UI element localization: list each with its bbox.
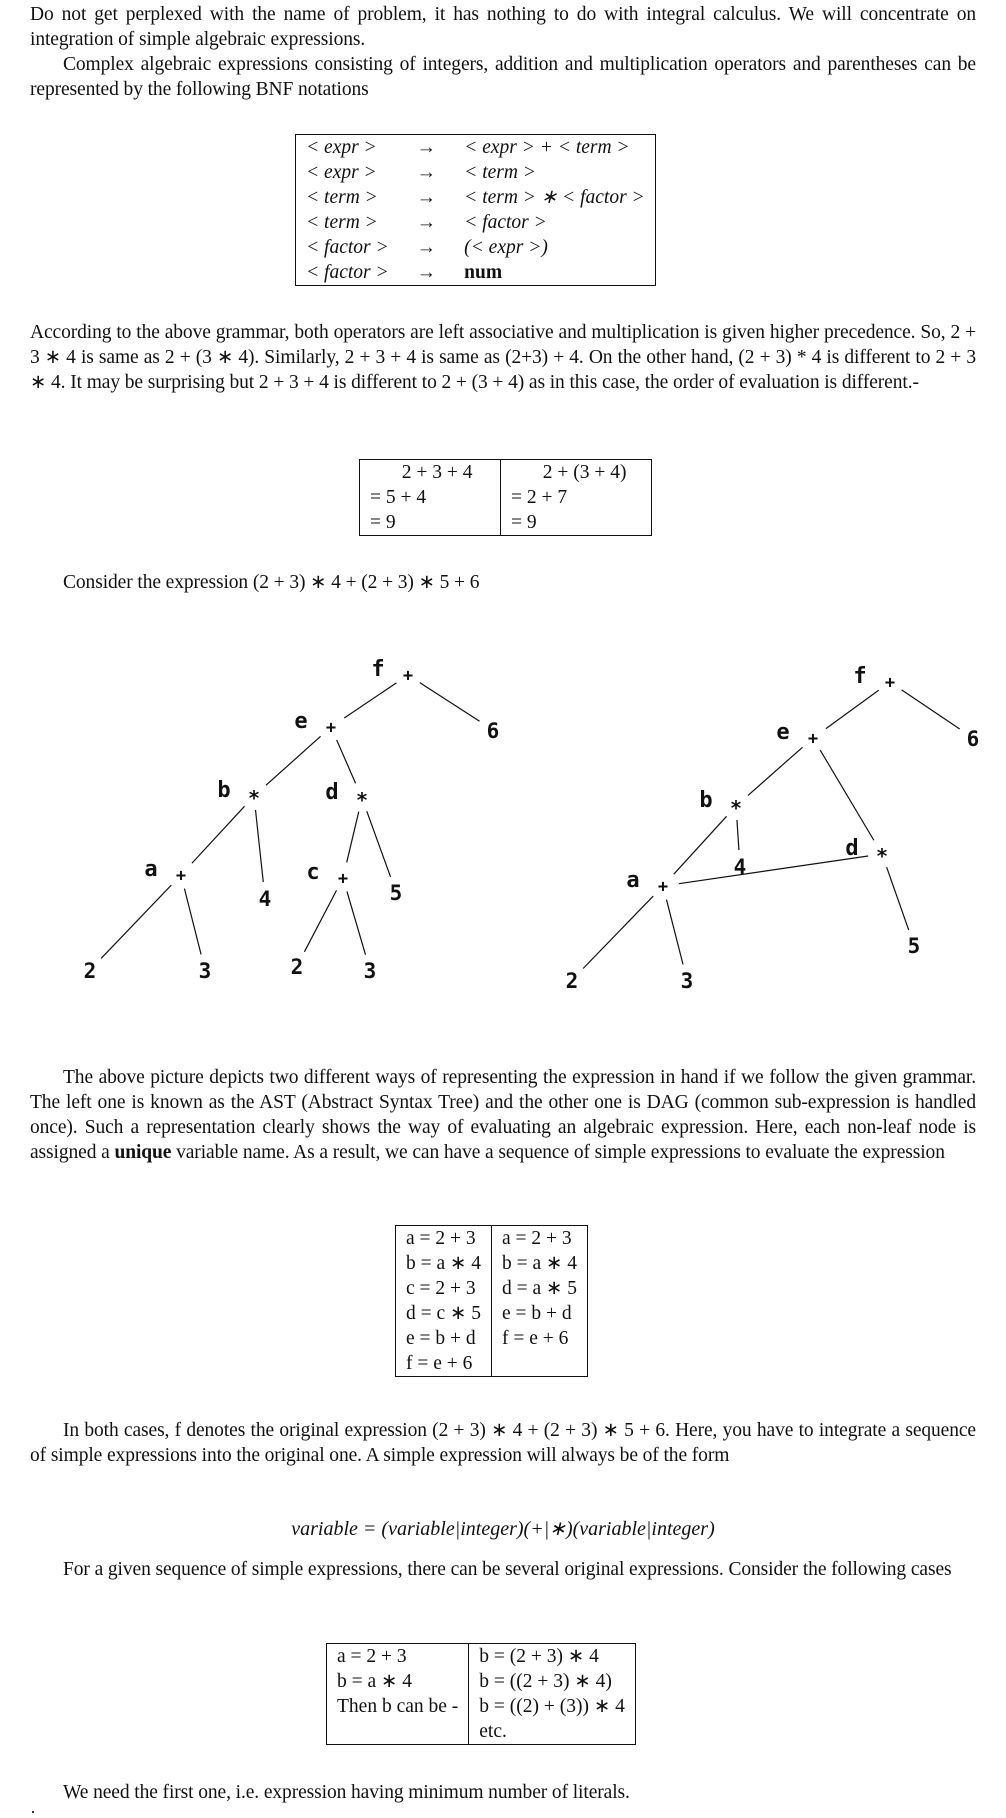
ast-node-label-f: f	[371, 657, 385, 682]
eval-left-column	[360, 460, 501, 536]
eval-right-column	[501, 460, 652, 536]
ast-tree	[84, 657, 500, 983]
both-cases-paragraph: In both cases, f denotes the original expression (2 + 3) ∗ 4 + (2 + 3) ∗ 5 + 6. Here, you have to integrate a sequence of simple expressions into the original one. A simple expression will always be of the form	[30, 1420, 976, 1466]
page-mark	[32, 1811, 34, 1813]
dag-leaf-n6: 6	[966, 727, 980, 751]
bnf-lhs: < expr >	[306, 137, 377, 158]
ast-node-label-d: d	[325, 780, 339, 805]
bnf-rule-row	[296, 160, 656, 185]
consider-expression-line: Consider the expression (2 + 3) ∗ 4 + (2 + 3) ∗ 5 + 6	[63, 572, 480, 593]
bnf-arrow: →	[416, 212, 437, 233]
ast-edge-f-e	[344, 683, 396, 718]
case-row-left	[327, 1719, 469, 1745]
ast-leaf-n4: 4	[258, 887, 272, 911]
ast-edge-e-d	[337, 740, 356, 784]
eval-right-line: = 2 + 7	[511, 487, 568, 508]
sequence-row-left: c = 2 + 3	[406, 1278, 476, 1299]
representation-paragraph	[30, 1065, 976, 1165]
ast-leaf-a3: 3	[198, 959, 212, 983]
case-row-right: b = ((2) + (3)) ∗ 4	[469, 1694, 636, 1719]
bnf-arrow: →	[416, 262, 437, 283]
dag-operator-d: *	[875, 844, 889, 868]
dag-leaf-a2: 2	[565, 969, 579, 993]
sequence-row-left: d = c ∗ 5	[406, 1303, 481, 1324]
eval-left-line: = 9	[370, 512, 396, 533]
conclusion-paragraph: We need the first one, i.e. expression having minimum number of literals.	[63, 1782, 630, 1803]
ast-edge-a-a2	[101, 885, 171, 958]
ast-edge-d-n5	[367, 811, 391, 877]
bnf-lhs: < expr >	[306, 162, 377, 183]
dag-node-label-e: e	[776, 720, 790, 745]
bnf-rhs: < term >	[464, 162, 536, 183]
eval-left-line: = 5 + 4	[370, 487, 427, 508]
case-row	[327, 1719, 636, 1745]
ast-leaf-n5: 5	[389, 881, 403, 905]
ast-edge-b-n4	[256, 810, 264, 882]
case-row-right: b = (2 + 3) ∗ 4	[469, 1644, 636, 1670]
sequence-row-left: b = a ∗ 4	[406, 1253, 481, 1274]
case-row	[327, 1669, 636, 1694]
dag-edge-d-n5	[887, 867, 909, 930]
sequence-row	[396, 1351, 588, 1377]
bnf-lhs: < factor >	[306, 262, 389, 283]
bnf-rhs: < term > ∗ < factor >	[464, 187, 645, 208]
case-row	[327, 1694, 636, 1719]
bnf-rhs: < expr > + < term >	[464, 137, 630, 158]
representation-text-1: The above picture depicts two different ways of representing the expression in hand if we follow the given grammar. The left one is known as the AST (Abstract Syntax Tree) and the other one is DAG (common sub-expression is handled once). Such a representation clearly shows the way of evaluating an algebraic expression. Here, each non-leaf node is assigned a	[30, 1067, 976, 1163]
dag-edge-b-n4	[737, 820, 739, 850]
sequence-row-left: a = 2 + 3	[406, 1228, 476, 1249]
ast-edge-c-c3	[347, 891, 366, 954]
dag-operator-e: +	[807, 729, 819, 749]
sequence-row	[396, 1251, 588, 1276]
bnf-rhs: < factor >	[464, 212, 547, 233]
sequence-row-left: f = e + 6	[406, 1353, 473, 1374]
ast-edge-a-a3	[184, 889, 201, 955]
ast-leaf-a2: 2	[83, 959, 97, 983]
ast-dag-diagram	[0, 630, 1006, 1010]
bnf-rule-row	[296, 235, 656, 260]
dag-graph	[566, 664, 980, 993]
bnf-lhs: < term >	[306, 212, 378, 233]
bnf-intro-paragraph: Complex algebraic expressions consisting of integers, addition and multiplication operators and parentheses can be represented by the following BNF notations	[30, 54, 976, 100]
sequence-row	[396, 1226, 588, 1252]
ast-operator-a: +	[175, 866, 187, 886]
case-row-left: Then b can be -	[337, 1696, 459, 1717]
dag-leaf-n5: 5	[907, 934, 921, 958]
sequence-row-right: f = e + 6	[492, 1326, 588, 1351]
ast-node-label-e: e	[294, 709, 308, 734]
unique-emphasis: unique	[114, 1142, 172, 1163]
simple-expression-sequence-table	[395, 1225, 588, 1377]
bnf-rhs: (< expr >)	[464, 237, 548, 258]
bnf-grammar-table	[295, 134, 656, 286]
ast-operator-e: +	[325, 718, 337, 738]
ast-node-label-c: c	[306, 860, 320, 885]
eval-right-line: 2 + (3 + 4)	[533, 462, 627, 483]
dag-leaf-a3: 3	[680, 969, 694, 993]
dag-node-label-f: f	[853, 664, 867, 689]
eval-left-line: 2 + 3 + 4	[392, 462, 473, 483]
ast-edge-b-a	[192, 806, 245, 863]
dag-operator-b: *	[729, 796, 743, 820]
sequence-row-right: b = a ∗ 4	[492, 1251, 588, 1276]
case-row-right: etc.	[469, 1719, 636, 1745]
intro-paragraph: Do not get perplexed with the name of problem, it has nothing to do with integral calculus. We will concentrate on integration of simple algebraic expressions.	[30, 4, 976, 50]
bnf-rule-row	[296, 135, 656, 161]
bnf-rhs: num	[464, 262, 503, 283]
dag-operator-a: +	[657, 877, 669, 897]
bnf-arrow: →	[416, 162, 437, 183]
ast-edge-e-b	[266, 736, 321, 785]
bnf-arrow: →	[416, 187, 437, 208]
ast-leaf-c2: 2	[290, 955, 304, 979]
sequence-row-right: d = a ∗ 5	[492, 1276, 588, 1301]
case-row-left: b = a ∗ 4	[337, 1671, 412, 1692]
several-originals-paragraph: For a given sequence of simple expressions, there can be several original expressions. Consider the following cases	[63, 1559, 952, 1580]
ast-leaf-c3: 3	[363, 959, 377, 983]
sequence-row-right: e = b + d	[492, 1301, 588, 1326]
evaluation-order-table	[359, 459, 652, 536]
ast-edge-d-c	[347, 812, 359, 863]
bnf-rule-row	[296, 260, 656, 286]
dag-node-label-a: a	[626, 868, 640, 893]
bnf-arrow: →	[416, 137, 437, 158]
simple-expression-form: variable = (variable|integer)(+|∗)(variable|integer)	[291, 1518, 715, 1540]
bnf-lhs: < factor >	[306, 237, 389, 258]
dag-edge-e-b	[748, 747, 803, 795]
dag-edge-f-e	[826, 690, 879, 728]
associativity-paragraph: According to the above grammar, both operators are left associative and multiplication is given higher precedence. So, 2 + 3 ∗ 4 is same as 2 + (3 ∗ 4). Similarly, 2 + 3 + 4 is same as (2+3) + 4. On the other hand, (2 + 3) * 4 is different to 2 + 3 ∗ 4. It may be surprising but 2 + 3 + 4 is different to 2 + (3 + 4) as in this case, the order of evaluation is different.-	[30, 322, 976, 393]
ast-leaf-n6: 6	[486, 719, 500, 743]
ast-edge-f-n6	[420, 683, 480, 722]
case-row-right: b = ((2 + 3) ∗ 4)	[469, 1669, 636, 1694]
ast-operator-b: *	[247, 786, 261, 810]
dag-node-label-b: b	[699, 788, 713, 813]
sequence-row-left: e = b + d	[406, 1328, 476, 1349]
case-row	[327, 1644, 636, 1670]
sequence-row-right: a = 2 + 3	[492, 1226, 588, 1252]
dag-edge-b-a	[674, 816, 727, 874]
bnf-rule-row	[296, 185, 656, 210]
dag-operator-f: +	[884, 673, 896, 693]
sequence-row	[396, 1276, 588, 1301]
ast-operator-f: +	[402, 666, 414, 686]
ast-edge-c-c2	[304, 890, 336, 951]
dag-edge-a-a2	[583, 896, 653, 968]
case-row-left: a = 2 + 3	[337, 1646, 407, 1667]
dag-leaf-n4: 4	[733, 855, 747, 879]
ast-operator-d: *	[355, 788, 369, 812]
eval-right-line: = 9	[511, 512, 537, 533]
representation-text-2: variable name. As a result, we can have a sequence of simple expressions to evaluate the expression	[171, 1142, 945, 1163]
bnf-arrow: →	[416, 237, 437, 258]
dag-edge-a-a3	[666, 900, 683, 965]
ast-node-label-b: b	[217, 778, 231, 803]
dag-edge-e-d	[820, 750, 874, 840]
bnf-rule-row	[296, 210, 656, 235]
cases-table	[326, 1643, 636, 1745]
bnf-lhs: < term >	[306, 187, 378, 208]
dag-edge-d-a	[679, 856, 868, 884]
ast-node-label-a: a	[144, 857, 158, 882]
dag-node-label-d: d	[845, 836, 859, 861]
dag-edge-f-n6	[902, 690, 960, 729]
ast-operator-c: +	[337, 869, 349, 889]
sequence-row	[396, 1301, 588, 1326]
sequence-row	[396, 1326, 588, 1351]
sequence-row-right	[492, 1351, 588, 1377]
